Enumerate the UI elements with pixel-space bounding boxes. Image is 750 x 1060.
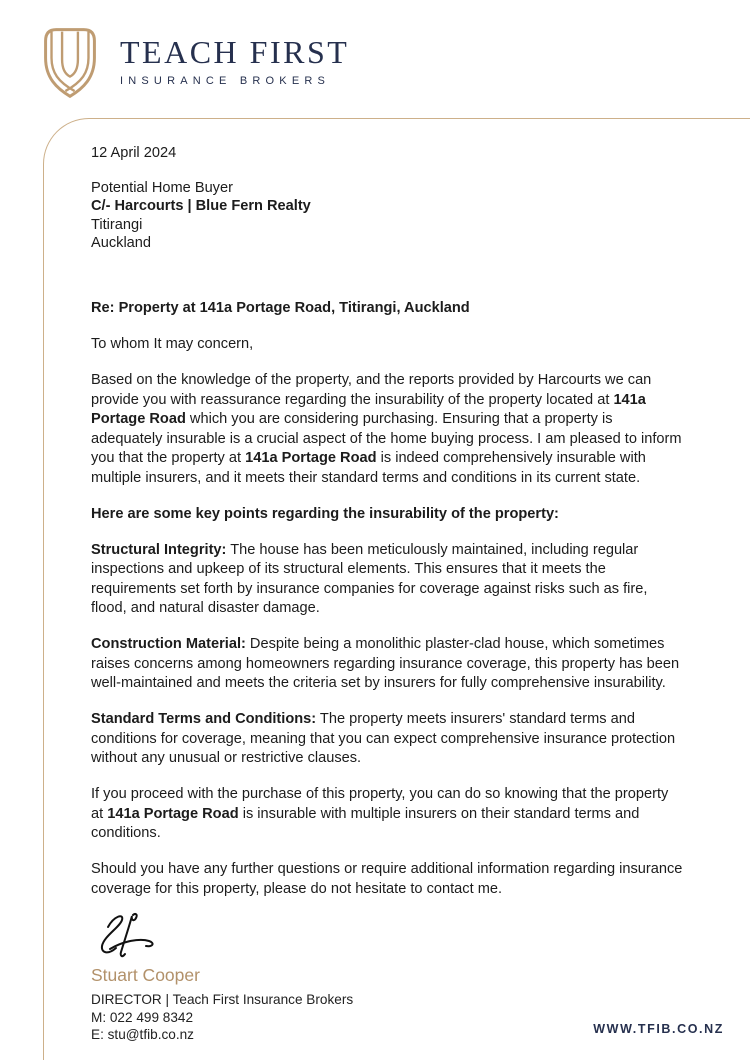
- paragraph: Should you have any further questions or require additional information regarding insurance coverage for this property, please do not hesitate to contact me.: [91, 861, 683, 897]
- signatory-title: DIRECTOR | Teach First Insurance Brokers: [91, 992, 354, 1008]
- paragraph: Based on the knowledge of the property, and the reports provided by Harcourts we can provide you with reassurance regarding the insurability of the property located at 141a Portage Road which you are considering purchasing. Ensuring that a property is adequately insurable is a crucial aspect of the home buying process. I am pleased to inform you that the property at 141a Portage Road is indeed comprehensively insurable with multiple insurers, and it meets their standard terms and conditions in its current state.: [91, 372, 682, 486]
- brand-text: [120, 24, 349, 87]
- brand-header: [37, 24, 349, 102]
- subject-line: Re: Property at 141a Portage Road, Titirangi, Auckland: [91, 299, 470, 316]
- recipient-line: Auckland: [91, 235, 152, 252]
- letter-date: 12 April 2024: [91, 145, 177, 161]
- paragraph: Construction Material: Despite being a monolithic plaster-clad house, which sometimes raises concerns among homeowners regarding insurance coverage, this property has been well-maintained and meets the criteria set by insurers for fully comprehensive insurability.: [91, 636, 680, 692]
- paragraph: Structural Integrity: The house has been meticulously maintained, including regular inspections and upkeep of its structural elements. This ensures that it meets the requirements set forth by insurance companies for coverage against risks such as fire, flood, and natural disaster damage.: [91, 541, 648, 617]
- footer-website: WWW.TFIB.CO.NZ: [593, 1022, 724, 1036]
- signatory-name: Stuart Cooper: [91, 965, 200, 986]
- salutation: To whom It may concern,: [91, 336, 254, 353]
- shield-logo-icon: [37, 24, 103, 102]
- body-paragraphs: [91, 371, 683, 899]
- signatory-email: E: stu@tfib.co.nz: [91, 1026, 194, 1042]
- paragraph: If you proceed with the purchase of this property, you can do so knowing that the property at 141a Portage Road is insurable with multiple insurers on their standard terms and conditions.: [91, 786, 669, 842]
- recipient-block: [91, 179, 683, 253]
- brand-name: TEACH FIRST: [120, 34, 350, 70]
- brand-tagline: INSURANCE BROKERS: [120, 75, 331, 87]
- paragraph: Here are some key points regarding the insurability of the property:: [91, 505, 559, 522]
- recipient-line: Potential Home Buyer: [91, 179, 233, 196]
- signature-image: [93, 912, 157, 962]
- recipient-line: Titirangi: [91, 216, 143, 233]
- letter-content: [91, 144, 683, 1043]
- paragraph: Standard Terms and Conditions: The property meets insurers' standard terms and conditions for coverage, meaning that you can expect comprehensive insurance protection without any unusual or restrictive clauses.: [91, 711, 676, 767]
- signatory-mobile: M: 022 499 8342: [91, 1009, 194, 1025]
- recipient-line: C/- Harcourts | Blue Fern Realty: [91, 198, 311, 215]
